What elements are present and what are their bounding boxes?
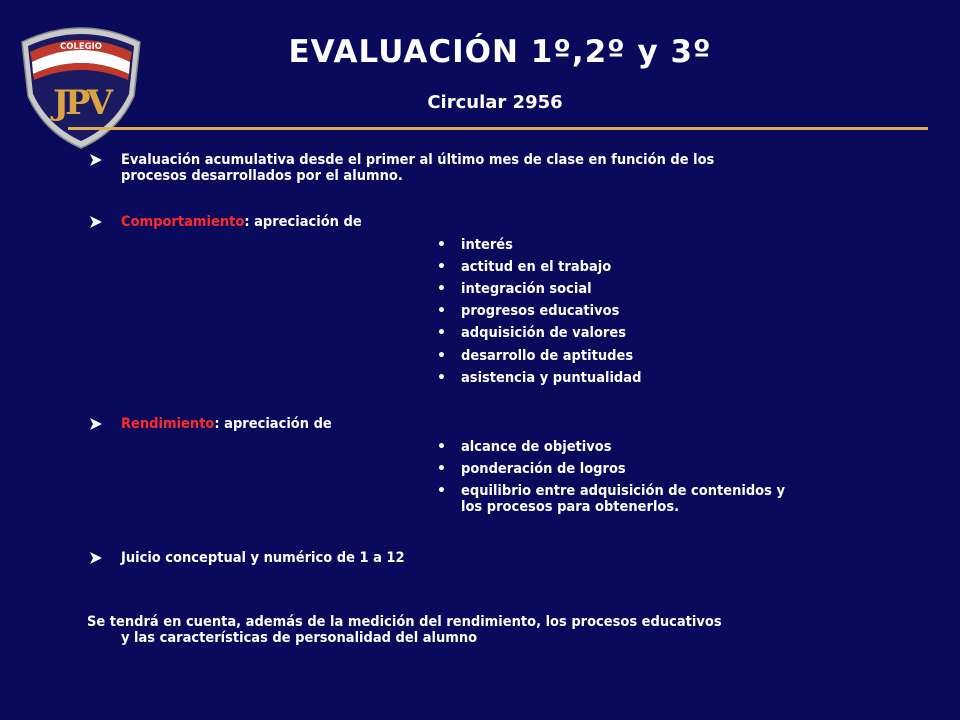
comportamiento-item: asistencia y puntualidad bbox=[461, 370, 642, 386]
comportamiento-item: adquisición de valores bbox=[461, 325, 626, 341]
point2-rest: : apreciación de bbox=[244, 214, 362, 230]
comportamiento-item: desarrollo de aptitudes bbox=[461, 348, 634, 364]
arrow-bullet-icon bbox=[88, 417, 104, 431]
logo-text-nacional: NACIONAL bbox=[56, 52, 106, 62]
arrow-bullet-icon bbox=[88, 153, 104, 167]
bullet-dot: • bbox=[437, 303, 446, 319]
bullet-dot: • bbox=[437, 370, 446, 386]
comportamiento-item: progresos educativos bbox=[461, 303, 620, 319]
arrow-bullet-icon bbox=[88, 551, 104, 565]
logo-monogram: JPV bbox=[52, 83, 110, 123]
page-subtitle: Circular 2956 bbox=[427, 92, 563, 113]
point1-line1: Evaluación acumulativa desde el primer al último mes de clase en función de los bbox=[121, 152, 715, 168]
bullet-dot: • bbox=[437, 439, 446, 455]
comportamiento-item: actitud en el trabajo bbox=[461, 259, 612, 275]
divider-rule bbox=[68, 127, 928, 130]
bullet-dot: • bbox=[437, 325, 446, 341]
rendimiento-item-continuation: los procesos para obtenerlos. bbox=[461, 499, 680, 515]
bullet-dot: • bbox=[437, 348, 446, 364]
footer-line1: Se tendrá en cuenta, además de la medición del rendimiento, los procesos educativos bbox=[87, 614, 722, 630]
page-title: EVALUACIÓN 1º,2º y 3º bbox=[288, 34, 712, 70]
point4-text: Juicio conceptual y numérico de 1 a 12 bbox=[121, 550, 405, 566]
rendimiento-keyword: Rendimiento bbox=[121, 416, 215, 432]
arrow-bullet-icon bbox=[88, 215, 104, 229]
comportamiento-item: integración social bbox=[461, 281, 592, 297]
bullet-dot: • bbox=[437, 237, 446, 253]
rendimiento-item: ponderación de logros bbox=[461, 461, 626, 477]
bullet-dot: • bbox=[437, 281, 446, 297]
footer-line2: y las características de personalidad del alumno bbox=[121, 630, 478, 646]
point3-rest: : apreciación de bbox=[214, 416, 332, 432]
comportamiento-item: interés bbox=[461, 237, 513, 253]
point1-line2: procesos desarrollados por el alumno. bbox=[121, 168, 403, 184]
rendimiento-item: equilibrio entre adquisición de contenidos y bbox=[461, 483, 785, 499]
bullet-dot: • bbox=[437, 259, 446, 275]
bullet-dot: • bbox=[437, 461, 446, 477]
point3-heading bbox=[121, 417, 332, 432]
comportamiento-keyword: Comportamiento bbox=[121, 214, 245, 230]
point2-heading bbox=[121, 215, 362, 230]
bullet-dot: • bbox=[437, 483, 446, 499]
logo-text-colegio: COLEGIO bbox=[59, 42, 103, 52]
rendimiento-item: alcance de objetivos bbox=[461, 439, 612, 455]
